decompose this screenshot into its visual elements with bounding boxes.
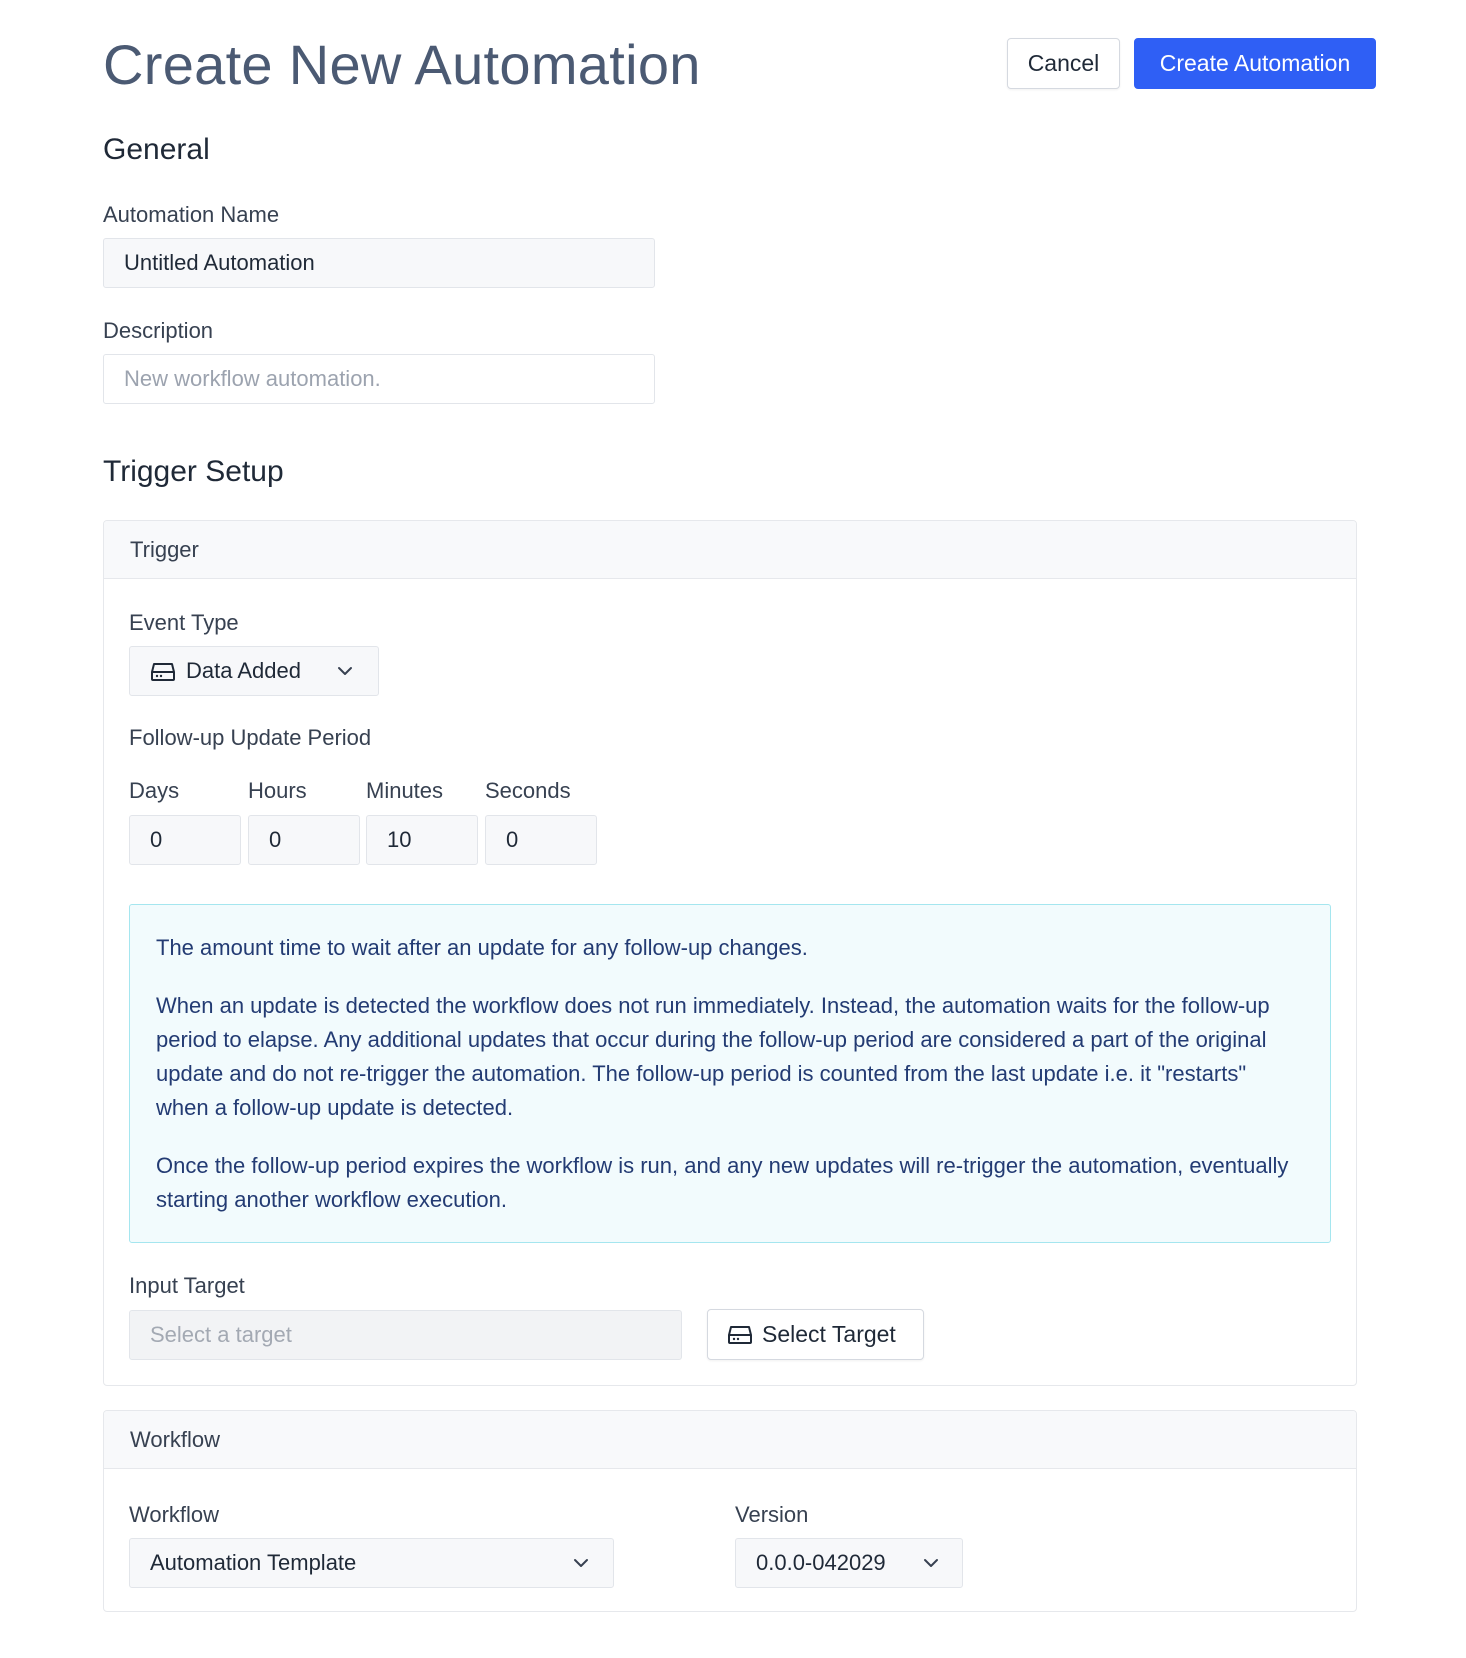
hours-label: Hours (248, 778, 307, 803)
days-value: 0 (150, 827, 163, 852)
minutes-label: Minutes (366, 778, 444, 803)
input-target-placeholder: Select a target (150, 1322, 292, 1347)
input-target-label: Input Target (129, 1273, 245, 1298)
info-paragraph: Once the follow-up period expires the workflow is run, and any new updates will re-trigger the automation, eventually starting another workflow execution. (156, 1153, 1289, 1212)
hours-input[interactable] (248, 815, 360, 865)
version-select[interactable] (735, 1538, 963, 1588)
minutes-value: 10 (387, 827, 412, 852)
hard-drive-icon (728, 1326, 752, 1344)
version-label: Version (735, 1502, 809, 1527)
event-type-label: Event Type (129, 610, 239, 635)
workflow-label: Workflow (129, 1502, 220, 1527)
event-type-select[interactable] (129, 646, 379, 696)
select-target-label: Select Target (762, 1321, 896, 1347)
event-type-value: Data Added (186, 658, 301, 683)
workflow-card-header: Workflow (104, 1411, 1356, 1469)
hours-value: 0 (269, 827, 282, 852)
automation-name-value: Untitled Automation (124, 250, 315, 275)
description-input[interactable] (103, 354, 655, 404)
days-input[interactable] (129, 815, 241, 865)
create-automation-button[interactable]: Create Automation (1134, 38, 1376, 89)
days-label: Days (129, 778, 180, 803)
info-paragraph: When an update is detected the workflow does not run immediately. Instead, the automation waits for the follow-up period to elapse. Any additional updates that occur during the follow-up period are considered a part of the original update and do not re-trigger the automation. The follow-up period is counted from the last update i.e. it "restarts" when a follow-up update is detected. (156, 993, 1270, 1120)
description-placeholder: New workflow automation. (124, 366, 381, 391)
general-heading: General (103, 133, 210, 166)
page-title: Create New Automation (103, 33, 701, 96)
minutes-input[interactable] (366, 815, 478, 865)
hard-drive-icon (151, 663, 175, 681)
input-target-field[interactable] (129, 1310, 682, 1360)
select-target-button[interactable] (707, 1309, 924, 1360)
description-label: Description (103, 318, 214, 343)
chevron-down-icon (573, 1558, 589, 1568)
automation-name-label: Automation Name (103, 202, 280, 227)
chevron-down-icon (337, 666, 353, 676)
info-paragraph: The amount time to wait after an update for any follow-up changes. (156, 935, 808, 960)
seconds-label: Seconds (485, 778, 571, 803)
workflow-value: Automation Template (150, 1550, 357, 1575)
workflow-select[interactable] (129, 1538, 614, 1588)
automation-name-input[interactable] (103, 238, 655, 288)
seconds-input[interactable] (485, 815, 597, 865)
cancel-button[interactable]: Cancel (1007, 38, 1120, 89)
followup-period-label: Follow-up Update Period (129, 725, 372, 750)
chevron-down-icon (923, 1558, 939, 1568)
seconds-value: 0 (506, 827, 519, 852)
followup-info-box (129, 904, 1331, 1243)
version-value: 0.0.0-042029 (756, 1550, 886, 1575)
trigger-card-header: Trigger (104, 521, 1356, 579)
trigger-setup-heading: Trigger Setup (103, 455, 284, 488)
